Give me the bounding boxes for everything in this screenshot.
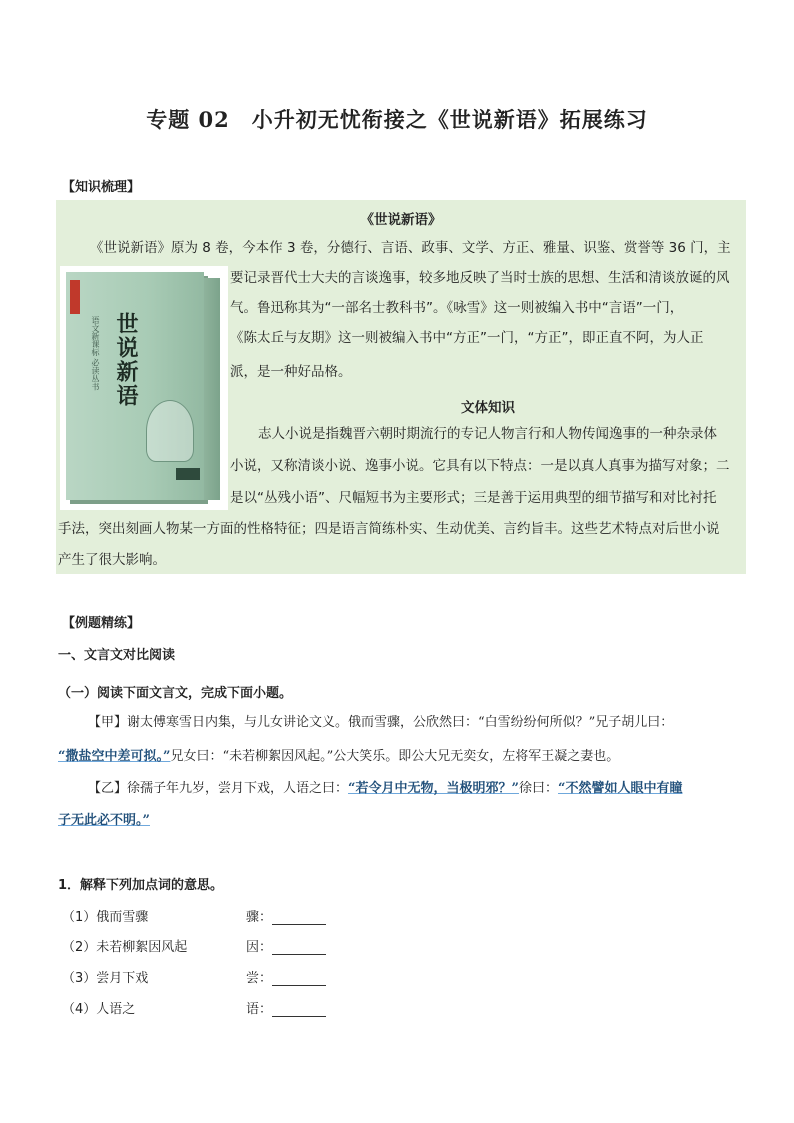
highlighted-quote: “若令月中无物，当极明邪？”: [348, 781, 519, 796]
cover-red-tag: [70, 280, 80, 314]
genre-paragraph-line: 手法，突出刻画人物某一方面的性格特征；四是语言简练朴实、生动优美、言约旨丰。这些艺术特点对后世小说: [58, 521, 720, 537]
item-word: 因：: [246, 940, 273, 955]
cover-title: 世说新语: [113, 312, 139, 408]
item-word: 骤：: [246, 910, 273, 925]
passage-jia-line1: 【甲】谢太傅寒雪日内集，与儿女讲论文义。俄而雪骤，公欣然曰：“白雪纷纷何所似？”兄子胡儿曰：: [88, 715, 674, 730]
passage-text: 徐曰：: [518, 781, 558, 796]
question-prompt: 1．解释下列加点词的意思。: [58, 878, 224, 893]
book-cover-front: [66, 272, 204, 500]
question-item: [62, 967, 148, 986]
answer-slot[interactable]: [246, 967, 326, 986]
item-number: （2）: [62, 940, 97, 955]
book-paragraph-line: 要记录晋代士大夫的言谈逸事，较多地反映了当时士族的思想、生活和清谈放诞的风: [230, 270, 730, 286]
examples-label: 【例题精练】: [62, 616, 141, 631]
answer-blank[interactable]: [272, 941, 326, 955]
passage-text: 兄女曰：“未若柳絮因风起。”公大笑乐。即公大兄无奕女，左将军王凝之妻也。: [170, 749, 620, 764]
answer-slot[interactable]: [246, 906, 326, 925]
genre-paragraph-line: 志人小说是指魏晋六朝时期流行的专记人物言行和人物传闻逸事的一种杂录体: [258, 426, 717, 442]
passage-text: 【乙】徐孺子年九岁，尝月下戏，人语之曰：: [88, 781, 349, 796]
question-item: [62, 906, 148, 925]
answer-slot[interactable]: [246, 998, 326, 1017]
answer-slot[interactable]: [246, 936, 326, 955]
passage-yi-line2: [58, 806, 150, 836]
highlighted-quote: 子无此必不明。”: [58, 813, 150, 828]
genre-paragraph-line: 小说，又称清谈小说、逸事小说。它具有以下特点：一是以真人真事为描写对象；二: [230, 458, 730, 474]
book-paragraph-line: 气。鲁迅称其为“一部名士教科书”。《咏雪》这一则被编入书中“言语”一门，: [230, 300, 684, 316]
book-paragraph-line: 《世说新语》原为 8 卷，今本作 3 卷，分德行、言语、政事、文学、方正、雅量、识鉴、赏誉等 36 门，主: [90, 240, 731, 256]
item-phrase: 人语之: [96, 1002, 136, 1017]
knowledge-label: 【知识梳理】: [62, 180, 141, 195]
answer-blank[interactable]: [272, 1003, 326, 1017]
highlighted-quote: “不然譬如人眼中有瞳: [558, 781, 683, 796]
page-title: 专题 02 小升初无忧衔接之《世说新语》拓展练习: [146, 107, 648, 132]
item-number: （1）: [62, 910, 97, 925]
section-heading: 一、文言文对比阅读: [58, 648, 176, 663]
item-number: （3）: [62, 971, 97, 986]
genre-paragraph-line: 产生了很大影响。: [58, 552, 166, 568]
cover-publisher-seal: [176, 468, 200, 480]
item-number: （4）: [62, 1002, 97, 1017]
book-paragraph-line: 派，是一种好品格。: [230, 364, 352, 380]
highlighted-quote: “撒盐空中差可拟。”: [58, 749, 171, 764]
question-item: [62, 998, 135, 1017]
book-spine: [204, 278, 220, 500]
answer-blank[interactable]: [272, 911, 326, 925]
question-item: [62, 936, 187, 955]
passage-yi-line1: [88, 774, 682, 804]
book-heading: 《世说新语》: [360, 212, 442, 228]
cover-illustration: [146, 400, 194, 462]
item-word: 语：: [246, 1002, 273, 1017]
book-paragraph-line: 《陈太丘与友期》这一则被编入书中“方正”一门，“方正”，即正直不阿，为人正: [230, 330, 704, 346]
item-phrase: 俄而雪骤: [96, 910, 149, 925]
genre-heading: 文体知识: [461, 400, 515, 416]
book-cover-image: [60, 266, 228, 510]
item-phrase: 未若柳絮因风起: [96, 940, 188, 955]
cover-side-text: 语文新课标 必读丛书: [91, 316, 100, 391]
answer-blank[interactable]: [272, 972, 326, 986]
passage-jia-line2: [58, 742, 619, 772]
genre-paragraph-line: 是以“丛残小语”、尺幅短书为主要形式；三是善于运用典型的细节描写和对比衬托: [230, 490, 717, 506]
item-phrase: 尝月下戏: [96, 971, 149, 986]
subsection-heading: （一）阅读下面文言文，完成下面小题。: [58, 686, 293, 701]
item-word: 尝：: [246, 971, 273, 986]
